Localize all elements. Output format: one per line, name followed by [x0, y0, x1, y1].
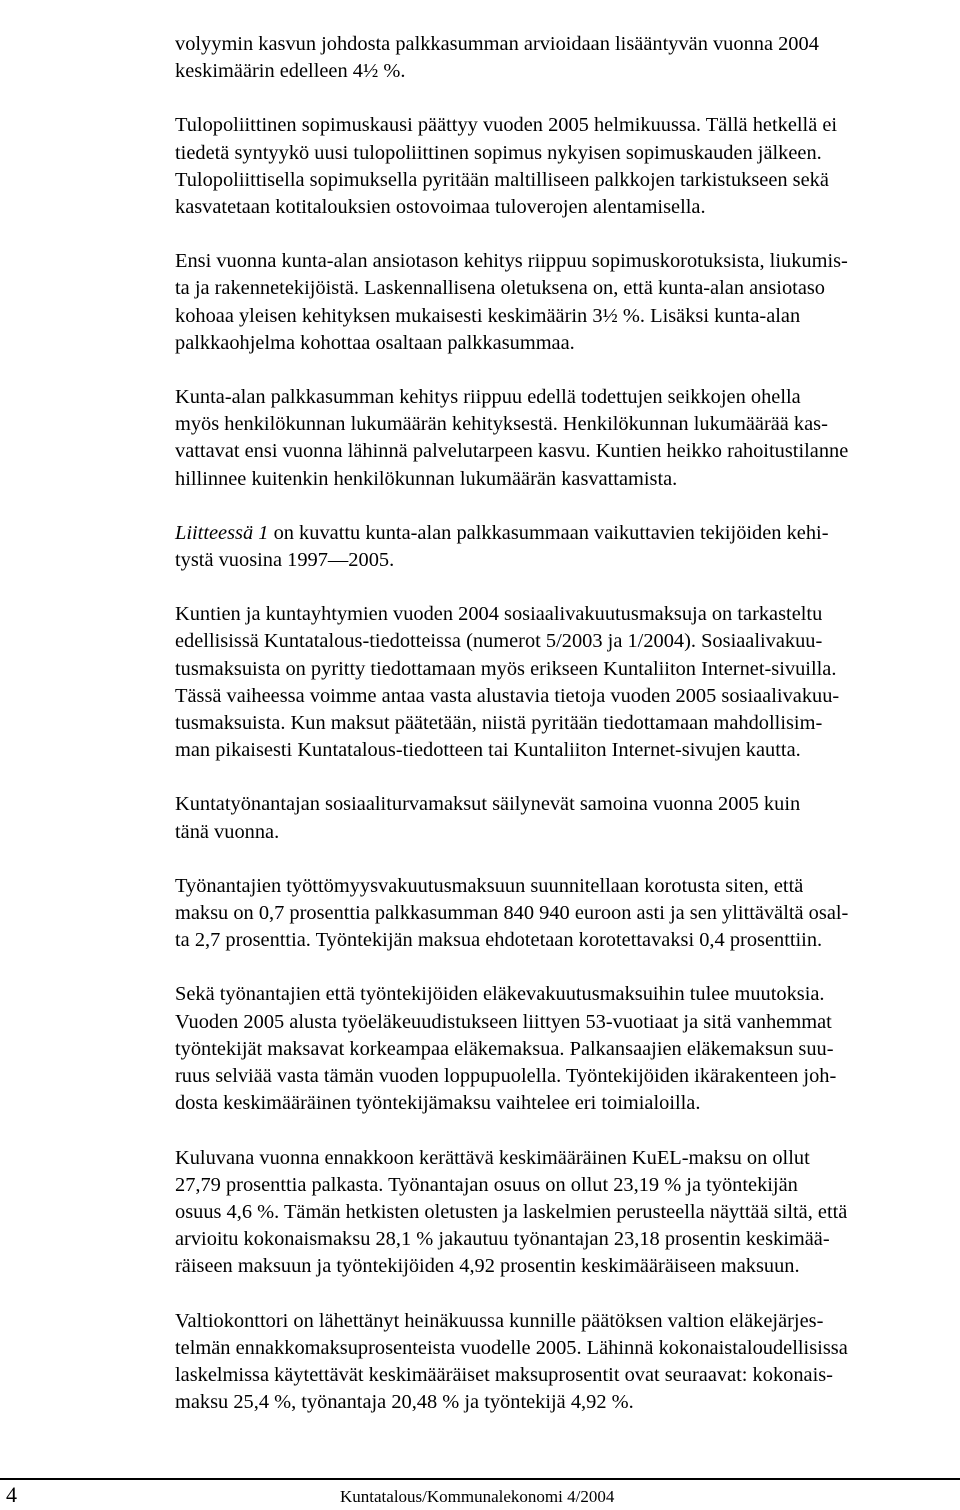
text-line: maksu on 0,7 prosenttia palkkasumman 840 940 euroon asti ja sen ylittävältä osal-: [175, 902, 849, 925]
text-line: Kuntatyönantajan sosiaaliturvamaksut säilynevät samoina vuonna 2005 kuin: [175, 793, 801, 816]
document-body: [175, 31, 960, 1443]
paragraph-income-policy: [175, 112, 960, 221]
text-line: Kuntien ja kuntayhtymien vuoden 2004 sosiaalivakuutusmaksuja on tarkasteltu: [175, 603, 823, 626]
page-number: 4: [6, 1482, 17, 1507]
text-line: maksu 25,4 %, työnantaja 20,48 % ja työntekijä 4,92 %.: [175, 1391, 634, 1414]
text-line: räiseen maksuun ja työntekijöiden 4,92 prosentin keskimääräiseen maksuun.: [175, 1255, 800, 1278]
paragraph-unemployment-insurance: [175, 873, 960, 955]
text-line: arvioitu kokonaismaksu 28,1 % jakautuu työnantajan 23,18 prosentin keskimää-: [175, 1228, 830, 1251]
text-line: laskelmissa käytettävät keskimääräiset maksuprosentit ovat seuraavat: kokonais-: [175, 1363, 833, 1386]
text-line: [175, 520, 960, 547]
text-line: ta 2,7 prosenttia. Työntekijän maksua ehdotetaan korotettavaksi 0,4 prosenttiin.: [175, 929, 823, 952]
text-line: Ensi vuonna kunta-alan ansiotason kehitys riippuu sopimuskorotuksista, liukumis-: [175, 250, 848, 273]
text-line: myös henkilökunnan lukumäärän kehityksestä. Henkilökunnan lukumäärää kas-: [175, 413, 828, 436]
text-line: ruus selviää vasta tämän vuoden loppupuolella. Työntekijöiden ikärakenteen joh-: [175, 1065, 837, 1088]
text-line: Valtiokonttori on lähettänyt heinäkuussa kunnille päätöksen valtion eläkejärjes-: [175, 1309, 824, 1332]
text-line: hillinnee kuitenkin henkilökunnan lukumäärän kasvattamista.: [175, 467, 678, 490]
footer-publication-title: Kuntatalous/Kommunalekonomi 4/2004: [340, 1487, 615, 1506]
text-line: osuus 4,6 %. Tämän hetkisten oletusten ja laskelmien perusteella näyttää siltä, että: [175, 1200, 848, 1223]
text-line: Tulopoliittisella sopimuksella pyritään maltilliseen palkkojen tarkistukseen sekä: [175, 168, 829, 191]
text-line: man pikaisesti Kuntatalous-tiedotteen tai Kuntaliiton Internet-sivujen kautta.: [175, 739, 801, 762]
paragraph-earnings-development: [175, 248, 960, 357]
text-line: ta ja rakennetekijöistä. Laskennallisena oletuksena on, että kunta-alan ansiotaso: [175, 277, 826, 300]
text-line: tänä vuonna.: [175, 820, 280, 843]
text-line: tiedetä syntyykö uusi tulopoliittinen sopimus nykyisen sopimuskauden jälkeen.: [175, 141, 822, 164]
paragraph-appendix-reference: [175, 520, 960, 574]
text-line: Sekä työnantajien että työntekijöiden eläkevakuutusmaksuihin tulee muutoksia.: [175, 983, 825, 1006]
text-line: Vuoden 2005 alusta työeläkeuudistukseen liittyen 53-vuotiaat ja sitä vanhemmat: [175, 1010, 832, 1033]
text-line: kohoaa yleisen kehityksen mukaisesti keskimäärin 3½ %. Lisäksi kunta-alan: [175, 304, 801, 327]
paragraph-personnel: [175, 384, 960, 493]
text-line: dosta keskimääräinen työntekijämaksu vaihtelee eri toimialoilla.: [175, 1092, 701, 1115]
text-fragment: on kuvattu kunta-alan palkkasummaan vaikuttavien tekijöiden kehi-: [268, 521, 829, 544]
text-line: volyymin kasvun johdosta palkkasumman arvioidaan lisääntyvän vuonna 2004: [175, 33, 819, 55]
paragraph-social-security-fees: [175, 791, 960, 845]
text-line: tusmaksuista. Kun maksut päätetään, niistä pyritään tiedottamaan mahdollisim-: [175, 712, 823, 735]
paragraph-social-insurance: [175, 601, 960, 764]
text-line: telmän ennakkomaksuprosenteista vuodelle 2005. Lähinnä kokonaistaloudellisissa: [175, 1336, 848, 1359]
appendix-1-reference: Liitteessä 1: [175, 521, 269, 544]
paragraph-kuel-fee: [175, 1145, 960, 1281]
text-line: keskimäärin edelleen 4½ %.: [175, 60, 406, 83]
text-line: tusmaksuista on pyritty tiedottamaan myös erikseen Kuntaliiton Internet-sivuilla.: [175, 657, 837, 680]
text-line: palkkaohjelma kohottaa osaltaan palkkasummaa.: [175, 331, 575, 354]
text-line: Työnantajien työttömyysvakuutusmaksuun suunnitellaan korotusta siten, että: [175, 874, 804, 897]
text-line: Tulopoliittinen sopimuskausi päättyy vuoden 2005 helmikuussa. Tällä hetkellä ei: [175, 114, 838, 137]
text-line: edellisissä Kuntatalous-tiedotteissa (numerot 5/2003 ja 1/2004). Sosiaalivakuu-: [175, 630, 823, 653]
text-line: kasvatetaan kotitalouksien ostovoimaa tuloverojen alentamisella.: [175, 196, 706, 219]
text-line: Kuluvana vuonna ennakkoon kerättävä keskimääräinen KuEL-maksu on ollut: [175, 1146, 810, 1169]
text-line: työntekijät maksavat korkeampaa eläkemaksua. Palkansaajien eläkemaksun suu-: [175, 1037, 834, 1060]
paragraph-state-pension: [175, 1308, 960, 1417]
text-line: 27,79 prosenttia palkasta. Työnantajan osuus on ollut 23,19 % ja työntekijän: [175, 1173, 798, 1196]
text-line: tystä vuosina 1997—2005.: [175, 549, 395, 572]
text-line: Kunta-alan palkkasumman kehitys riippuu edellä todettujen seikkojen ohella: [175, 386, 801, 409]
text-line: vattavat ensi vuonna lähinnä palvelutarpeen kasvu. Kuntien heikko rahoitustilanne: [175, 440, 849, 463]
paragraph-payroll-growth: [175, 31, 960, 85]
text-line: Tässä vaiheessa voimme antaa vasta alustavia tietoja vuoden 2005 sosiaalivakuu-: [175, 684, 840, 707]
paragraph-pension-insurance: [175, 981, 960, 1117]
footer-rule: [0, 1478, 960, 1480]
